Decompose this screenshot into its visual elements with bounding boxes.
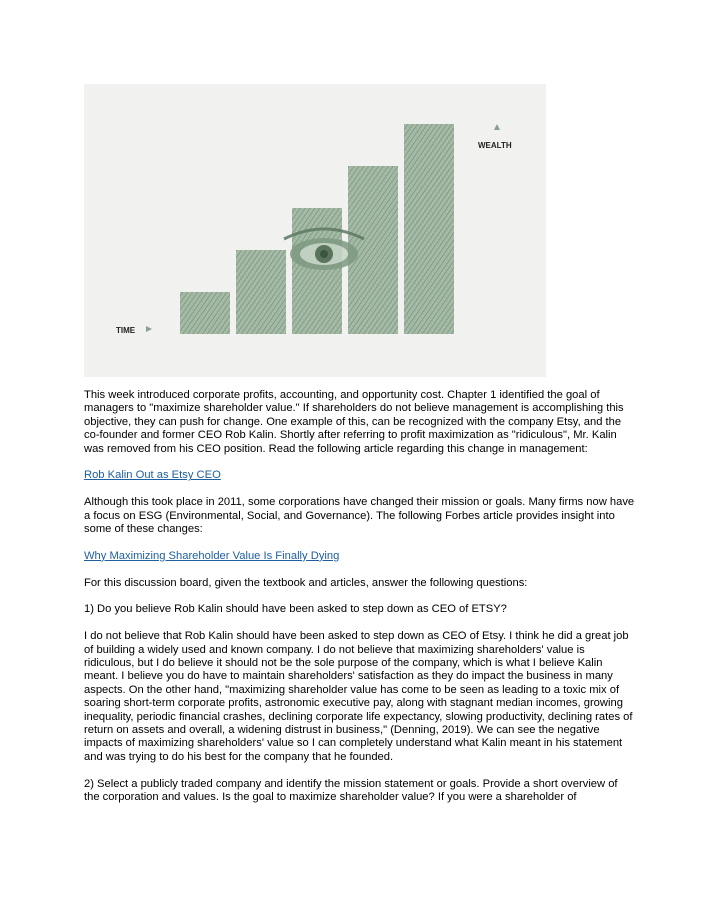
time-axis-label-group [116,326,152,335]
link-paragraph-1 [84,469,636,482]
article-body [84,389,636,818]
rob-kalin-article-link[interactable]: Rob Kalin Out as Etsy CEO [84,469,221,482]
question-1: 1) Do you believe Rob Kalin should have been asked to step down as CEO of ETSY? [84,603,507,616]
forbes-article-link[interactable]: Why Maximizing Shareholder Value Is Finally Dying [84,549,340,562]
time-axis-label: TIME [116,326,136,335]
link-paragraph-2 [84,550,636,563]
wealth-arrow-icon [494,124,500,130]
wealth-bar-texture [292,208,342,334]
question-2: 2) Select a publicly traded company and identify the mission statement or goals. Provide a short overview of the corporation and values. Is the goal to maximize shareholder value? If you were a shareholder of [84,777,618,804]
wealth-bar-texture [236,250,286,334]
answer-1: I do not believe that Rob Kalin should have been asked to step down as CEO of Etsy. I think he did a great job of building a widely used and known company. I do not believe that maximizing shareholders' value is ridiculous, but I do believe it should not be the sole purpose of the company, which is what I believe Kalin meant. I believe you do have to maintain shareholders' satisfaction as they do impact the business in many aspects. On the other hand, "maximizing shareholder value has come to be seen as leading to a toxic mix of soaring short-term corporate profits, astronomic executive pay, along with stagnant median incomes, growing inequality, periodic financial crashes, declining corporate life expectancy, slowing productivity, declining rates of return on assets and overall, a widening distrust in business," (Denning, 2019). We can see the negative impacts of maximizing shareholders' value so I can completely understand what Kalin meant in his statement and was trying to do his best for the company that he founded. [84,630,633,763]
wealth-axis-label-group [478,124,512,150]
wealth-bar-texture [404,124,454,334]
esg-paragraph: Although this took place in 2011, some corporations have changed their mission or goals. Many firms now have a focus on ESG (Environmental, Social, and Governance). The following Forbes article provides insight into some of these changes: [84,496,635,536]
time-arrow-icon [146,326,152,332]
wealth-bar-texture [180,292,230,334]
instructions-paragraph: For this discussion board, given the textbook and articles, answer the following questions: [84,576,528,589]
wealth-over-time-illustration [84,84,546,377]
intro-paragraph: This week introduced corporate profits, accounting, and opportunity cost. Chapter 1 identified the goal of managers to "maximize shareholder value." If shareholders do not believe management is accomplishing this objective, they can push for change. One example of this, can be recognized with the company Etsy, and the co-founder and former CEO Rob Kalin. Shortly after referring to profit maximization as "ridiculous", Mr. Kalin was removed from his CEO position. Read the following article regarding this change in management: [84,389,624,455]
wealth-axis-label: WEALTH [478,141,512,150]
illustration-canvas [84,84,546,377]
